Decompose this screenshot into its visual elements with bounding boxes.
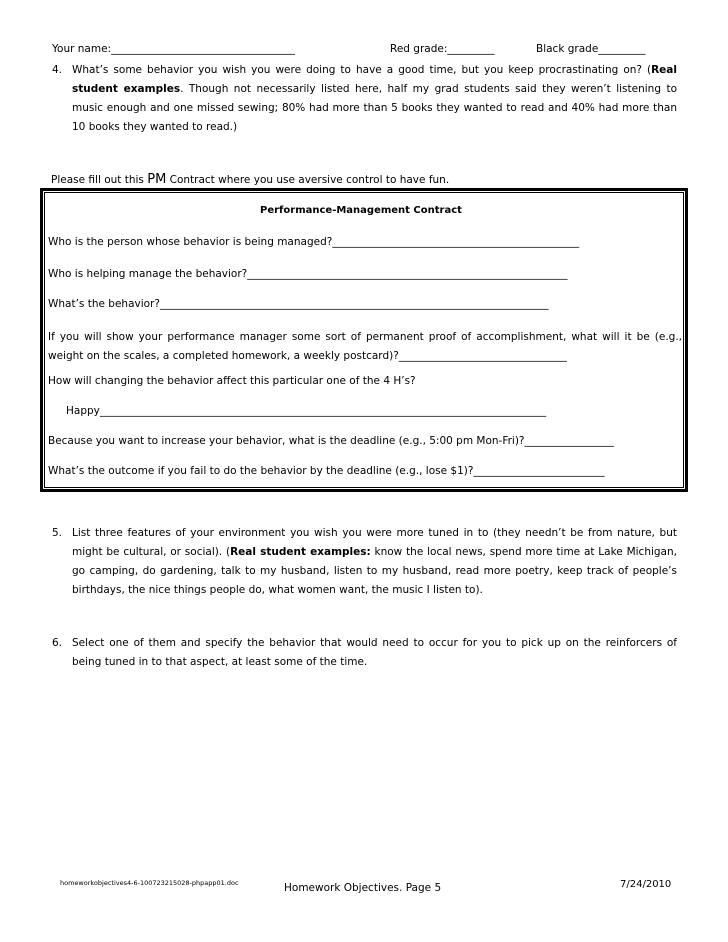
- footer-date: 7/24/2010: [620, 879, 672, 890]
- question-text: Select one of them and specify the behavior that would need to occur for you to pick up on the reinforcers of being tuned in to that aspect, at least some of the time.: [72, 637, 677, 668]
- contract-helper-field[interactable]: Who is helping manage the behavior?_____________________________________________________________: [48, 268, 568, 280]
- contract-4h-question: How will changing the behavior affect this particular one of the 4 H’s?: [48, 375, 416, 387]
- footer-page: Homework Objectives. Page 5: [284, 882, 442, 894]
- question-6: [52, 634, 677, 672]
- contract-person-field[interactable]: Who is the person whose behavior is being managed?_______________________________________________: [48, 236, 580, 248]
- contract-intro: Please fill out this PM Contract where you use aversive control to have fun.: [51, 172, 450, 187]
- footer-filename: homeworkobjectives4-6-100723215028-phpapp01.doc: [60, 879, 239, 887]
- question-number: 6.: [52, 637, 63, 649]
- contract-happy-field[interactable]: Happy_____________________________________________________________________________________: [66, 405, 547, 417]
- question-4: [52, 61, 677, 137]
- question-number: 5.: [52, 527, 63, 539]
- contract-outcome-field[interactable]: What’s the outcome if you fail to do the behavior by the deadline (e.g., lose $1)?_________________________: [48, 465, 605, 477]
- contract-deadline-field[interactable]: Because you want to increase your behavior, what is the deadline (e.g., 5:00 pm Mon-Fri)?_________________: [48, 435, 614, 447]
- contract-behavior-field[interactable]: What’s the behavior?__________________________________________________________________________: [48, 298, 549, 310]
- question-text: What’s some behavior you wish you were doing to have a good time, but you keep procrastinating on? (Real student examples. Though not necessarily listed here, half my grad students said they weren’t listening to music enough and one missed sewing; 80% had more than 5 books they wanted to read and 40% had more than 10 books they wanted to read.): [72, 64, 677, 133]
- question-number: 4.: [52, 64, 63, 76]
- question-5: [52, 524, 677, 600]
- black-grade-field[interactable]: Black grade_________: [536, 43, 646, 55]
- red-grade-field[interactable]: Red grade:_________: [390, 43, 495, 55]
- your-name-field[interactable]: Your name:___________________________________: [52, 43, 295, 55]
- contract-title: Performance-Management Contract: [260, 205, 462, 216]
- question-text: List three features of your environment you wish you were more tuned in to (they needn’t be from nature, but might be cultural, or social). (Real student examples: know the local news, spend more time at Lake Michigan, go camping, do gardening, talk to my husband, listen to my husband, read more poetry, keep track of people’s birthdays, the nice things people do, what women want, the music I listen to).: [72, 527, 677, 596]
- contract-proof-field[interactable]: If you will show your performance manager some sort of permanent proof of accomplishment, what will it be (e.g., weight on the scales, a completed homework, a weekly postcard)?________________________________: [48, 331, 682, 362]
